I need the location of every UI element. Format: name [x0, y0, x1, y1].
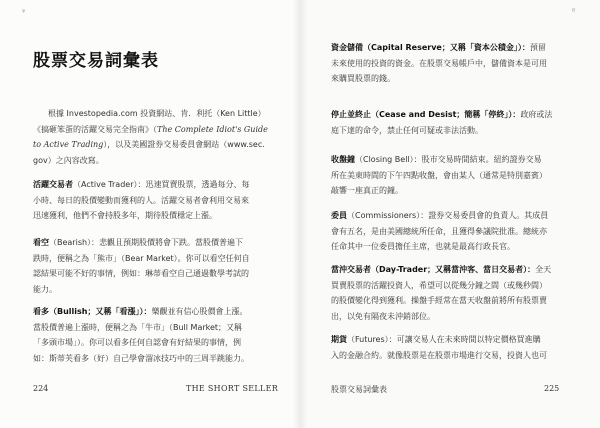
entry-line: 的股價變化得到獲利。操盤手經常在當天收盤前將所有股票賣	[331, 296, 547, 305]
page-number-left: 224	[33, 384, 49, 393]
intro-paragraph	[33, 106, 269, 168]
entry-line: 出，以免有隔夜未沖銷部位。	[331, 311, 435, 321]
glossary-entry-futures	[331, 332, 569, 363]
running-head-left: THE SHORT SELLER	[186, 384, 279, 393]
page-number-right: 225	[544, 384, 560, 393]
glossary-entry-bearish	[33, 235, 269, 297]
entry-term-extra: （Futures）：	[347, 335, 397, 344]
entry-line: 庭下達的命令，禁止任何可疑或非法活動。	[331, 125, 483, 135]
entry-line: 迅速獲利，他們不會持股多年，期待股價穩定上漲。	[33, 211, 217, 220]
glossary-entry-commissioners	[331, 208, 569, 255]
entry-line: 當股價普遍上漲時，便稱之為「牛市」（Bull Market；又稱	[33, 322, 243, 332]
entry-line: 可讓交易人在未來時間以特定價格買進購	[396, 335, 541, 344]
entry-term: 收盤鐘	[331, 155, 355, 164]
entry-term-extra: （Bullish；又稱「看漲」）：	[49, 307, 152, 316]
entry-term-extra: （Closing Bell）：	[355, 155, 422, 164]
entry-term: 期貨	[331, 335, 347, 344]
glossary-entry-cease-and-desist	[331, 107, 569, 138]
intro-book-title-1: The Complete Idiot's Guide	[157, 124, 268, 134]
page-title: 股票交易詞彙表	[33, 51, 159, 71]
entry-line: 未來使用的投資的資金。在股票交易帳戶中，儲備資本是可用	[331, 58, 547, 68]
entry-term: 看多	[33, 307, 49, 316]
entry-line: 悲觀且預期股價將會下跌。當股價普遍下	[99, 238, 244, 247]
glossary-entry-bullish	[33, 304, 269, 366]
running-head-right: 股票交易詞彙表	[331, 385, 387, 394]
intro-line-4: gov）之內容改寫。	[33, 155, 104, 165]
entry-line: 跌時，便稱之為「熊市」（Bear Market）。你可以看空任何自	[33, 253, 250, 263]
glossary-entry-active-trader	[33, 177, 269, 224]
entry-line: 如：斯蒂芙看多（好）自己學會溜冰技巧中的三周半跳能力。	[33, 353, 249, 363]
entry-line: 小時、每日的股價變動而獲利的人。活躍交易者會利用交易來	[33, 195, 249, 205]
entry-line: 會有五名，是由美國總統所任命，且獲得參議院批准。總統亦	[331, 226, 547, 236]
entry-term: 停止並終止	[331, 110, 371, 119]
entry-line: 樂觀並有信心股價會上漲。	[151, 307, 248, 316]
entry-line: 迅速買賣股票，透過每分、每	[145, 180, 250, 189]
entry-line: 來購買股票的錢。	[331, 74, 395, 83]
entry-line: 認結果可能不好的事情，例如：琳蒂看空自己通過數學考試的	[33, 269, 249, 278]
entry-term-extra: （Capital Reserve；又稱「資本公積金」）：	[363, 43, 530, 52]
entry-line: 全天	[535, 265, 552, 274]
right-page	[300, 0, 600, 428]
entry-term-extra: （Cease and Desist；簡稱「停終」）：	[371, 110, 521, 119]
entry-line: 政府或法	[520, 110, 553, 119]
entry-term: 當沖交易者	[331, 265, 371, 274]
intro-line-3: ），以及美國證券交易委員會網站（www.sec.	[103, 140, 265, 149]
glossary-entry-capital-reserve	[331, 40, 569, 87]
entry-line: 任命其中一位委員擔任主席，也就是最高行政長官。	[331, 242, 515, 251]
entry-term-extra: （Active Trader）：	[73, 180, 146, 189]
intro-line-1: 根據 Investopedia.com 投資網站、肯．利托（Ken Little）	[48, 109, 266, 118]
right-corner-mark: θ	[572, 8, 576, 14]
glossary-entry-closing-bell	[331, 152, 569, 199]
entry-line: 股市交易時間結束。紐約證券交易	[421, 155, 542, 164]
left-corner-mark: ψ	[22, 8, 26, 14]
entry-line: 所在美東時間的下午四點收盤，會由某人（通常是特別嘉賓）	[331, 170, 547, 180]
entry-term: 資金儲備	[331, 43, 363, 52]
entry-term-extra: （Commissioners）：	[347, 211, 429, 220]
book-gutter-shadow	[292, 0, 308, 428]
entry-term-extra: （Bearish）：	[49, 238, 100, 247]
intro-book-title-2: to Active Trading	[33, 140, 104, 149]
entry-line: 入的金融合約。就像股票是在股票市場進行交易，投資人也可	[331, 350, 547, 360]
entry-line: 買賣股票的活躍投資人，希望可以從幾分鐘之間（或幾秒間）	[331, 280, 547, 290]
entry-term: 活躍交易者	[33, 180, 73, 189]
entry-line: 預留	[529, 43, 546, 52]
intro-line-2: 《搞砸笨蛋的活躍交易完全指南》（	[33, 124, 157, 134]
entry-line: 證券交易委員會的負責人。其成員	[428, 211, 549, 220]
glossary-entry-day-trader	[331, 262, 569, 324]
entry-line: 能力。	[33, 284, 57, 294]
entry-line: 「多頭市場」）。你可以看多任何自認會有好結果的事情，例	[33, 338, 241, 347]
entry-term: 看空	[33, 238, 49, 247]
entry-term: 委員	[331, 211, 347, 220]
entry-line: 敲響一座真正的鐘。	[331, 186, 403, 195]
entry-term-extra: （Day-Trader；又稱當沖客、當日交易者）：	[371, 265, 536, 274]
